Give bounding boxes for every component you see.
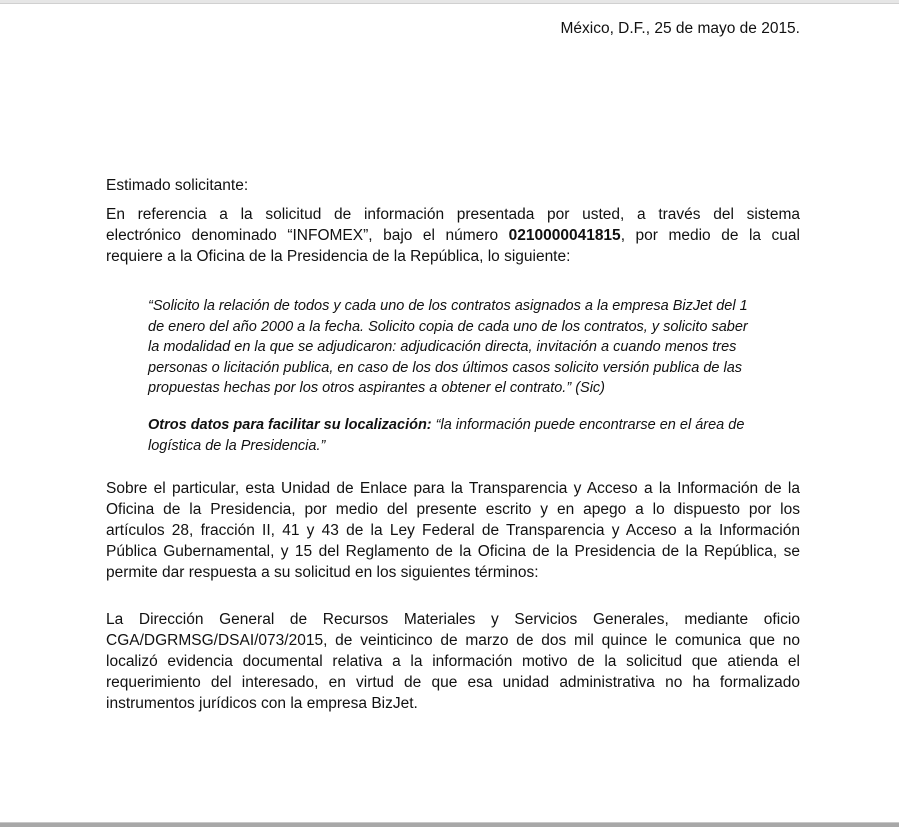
paragraph-line: La Dirección General de Recursos Materiales y Servicios Generales, mediante oficio <box>106 611 800 628</box>
quote-line: “Solicito la relación de todos y cada uno de los contratos asignados a la empresa BizJet del 1 <box>148 298 748 314</box>
paragraph-line: Pública Gubernamental, y 15 del Reglamento de la Oficina de la Presidencia de la República, se <box>106 543 800 560</box>
paragraph-line: requiere a la Oficina de la Presidencia de la República, lo siguiente: <box>106 248 571 265</box>
other-data-block <box>148 415 758 456</box>
request-number: 0210000041815 <box>508 227 621 244</box>
other-data-text: “la información puede encontrarse en el área de <box>431 417 745 433</box>
quote-line: logística de la Presidencia.” <box>148 437 326 454</box>
paragraph-line: CGA/DGRMSG/DSAI/073/2015, de veinticinco de marzo de dos mil quince le comunica que no <box>106 632 800 649</box>
paragraph-line: Oficina de la Presidencia, por medio del presente escrito y en apego a lo dispuesto por los <box>106 501 800 518</box>
paragraph-response <box>106 609 800 714</box>
paragraph-line: instrumentos jurídicos con la empresa BizJet. <box>106 695 418 712</box>
greeting: Estimado solicitante: <box>106 177 249 194</box>
paragraph-line: permite dar respuesta a su solicitud en los siguientes términos: <box>106 564 539 581</box>
paragraph-line: localizó evidencia documental relativa a la información motivo de la solicitud que atienda el <box>106 653 800 670</box>
request-quote <box>148 296 758 399</box>
quote-line: propuestas hechas por los otros aspirantes a obtener el contrato.” (Sic) <box>148 380 605 396</box>
paragraph-line <box>106 225 800 246</box>
quote-line: personas o licitación publica, en caso de los dos últimos casos solicito versión publica de las <box>148 359 743 376</box>
document-date: México, D.F., 25 de mayo de 2015. <box>560 20 800 37</box>
paragraph-reference <box>106 204 800 267</box>
paragraph-response-basis <box>106 478 800 583</box>
quote-line: la modalidad en la que se adjudicaron: adjudicación directa, invitación a cuando menos tres <box>148 339 737 355</box>
quote-line <box>148 415 758 436</box>
line-text: electrónico denominado “INFOMEX”, bajo el número <box>106 227 509 244</box>
paragraph-line: Sobre el particular, esta Unidad de Enlace para la Transparencia y Acceso a la Información de la <box>106 480 800 497</box>
other-data-label: Otros datos para facilitar su localización: <box>148 417 432 433</box>
paragraph-line: requerimiento del interesado, en virtud de que esa unidad administrativa no ha formalizado <box>106 674 800 691</box>
window-bottom-border <box>0 822 899 827</box>
paragraph-line: En referencia a la solicitud de información presentada por usted, a través del sistema <box>106 206 800 223</box>
line-text: , por medio de la cual <box>620 227 800 244</box>
paragraph-line: artículos 28, fracción II, 41 y 43 de la Ley Federal de Transparencia y Acceso a la Información <box>106 522 800 539</box>
quote-line: de enero del año 2000 a la fecha. Solicito copia de cada uno de los contratos, y solicito saber <box>148 318 748 335</box>
